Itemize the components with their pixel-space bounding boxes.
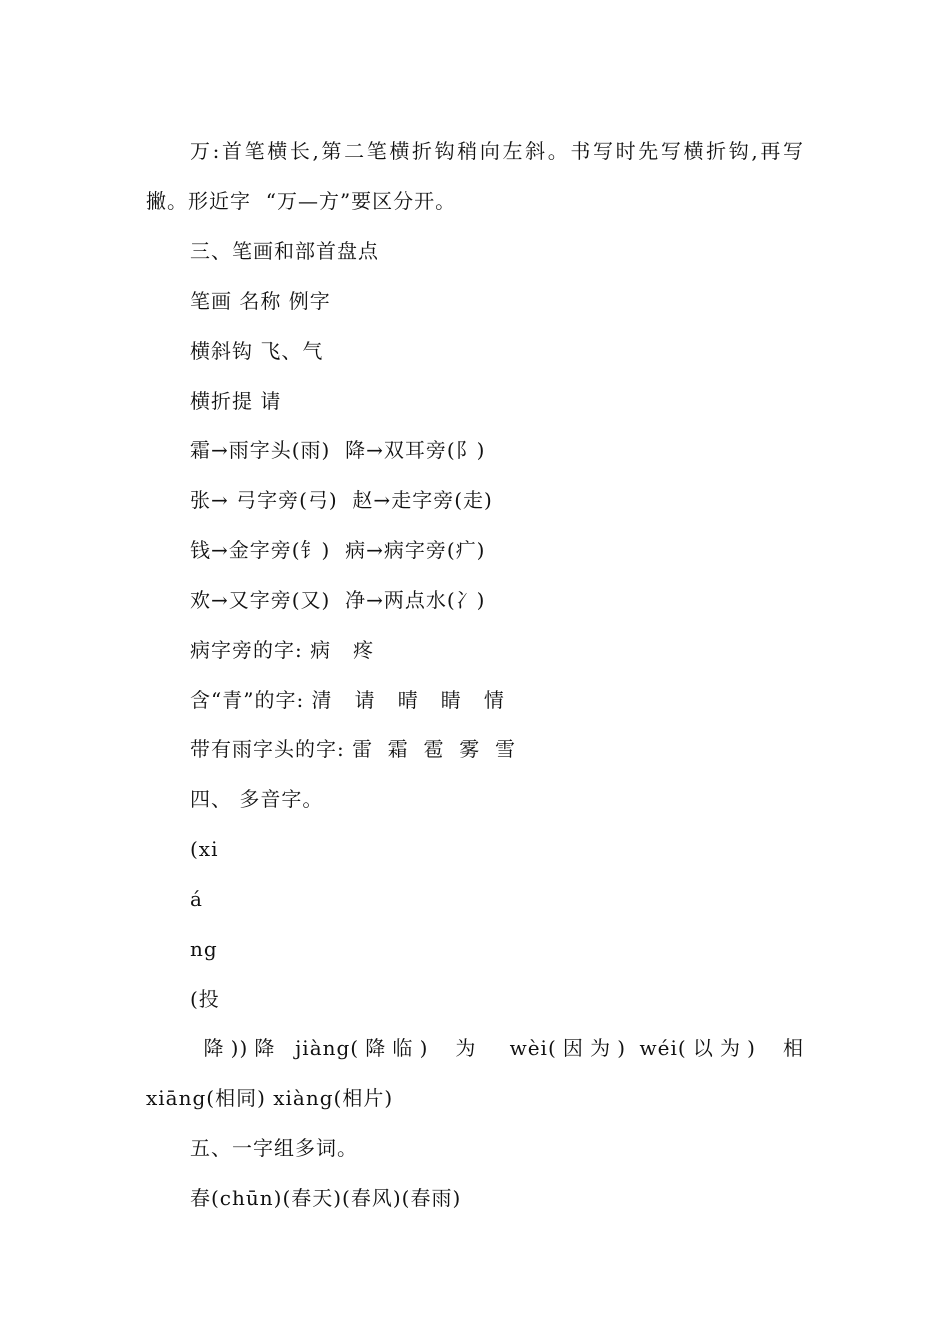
- section-heading-14: 四、 多音字。: [190, 787, 324, 811]
- text-line-1: 万:首笔横长,第二笔横折钩稍向左斜。书写时先写横折钩,再写: [190, 139, 804, 163]
- text-line-8: 张→ 弓字旁(弓) 赵→走字旁(走): [190, 488, 493, 512]
- text-line-19: 降))降 jiàng(降临) 为 wèi(因为) wéi(以为) 相: [190, 1036, 804, 1060]
- text-line-12: 含“青”的字: 清 请 晴 睛 情: [190, 688, 505, 712]
- text-line-6: 横折提 请: [190, 389, 282, 413]
- text-line-7: 霜→雨字头(雨) 降→双耳旁(阝): [190, 438, 486, 462]
- text-line-16: á: [190, 887, 203, 911]
- text-line-10: 欢→又字旁(又) 净→两点水(冫): [190, 588, 486, 612]
- section-heading-21: 五、一字组多词。: [190, 1136, 358, 1160]
- text-line-2: 撇。形近字 “万—方”要区分开。: [146, 189, 457, 213]
- text-line-13: 带有雨字头的字: 雷 霜 雹 雾 雪: [190, 737, 516, 761]
- text-line-11: 病字旁的字: 病 疼: [190, 638, 375, 662]
- text-line-9: 钱→金字旁(钅) 病→病字旁(疒): [190, 538, 486, 562]
- text-line-5: 横斜钩 飞、气: [190, 339, 324, 363]
- section-heading-3: 三、笔画和部首盘点: [190, 239, 379, 263]
- text-line-4: 笔画 名称 例字: [190, 289, 331, 313]
- text-line-15: (xi: [190, 837, 219, 861]
- text-line-20: xiāng(相同) xiàng(相片): [146, 1086, 394, 1110]
- text-line-22: 春(chūn)(春天)(春风)(春雨): [190, 1186, 462, 1210]
- text-line-17: ng: [190, 937, 218, 961]
- text-line-18: (投: [190, 987, 220, 1011]
